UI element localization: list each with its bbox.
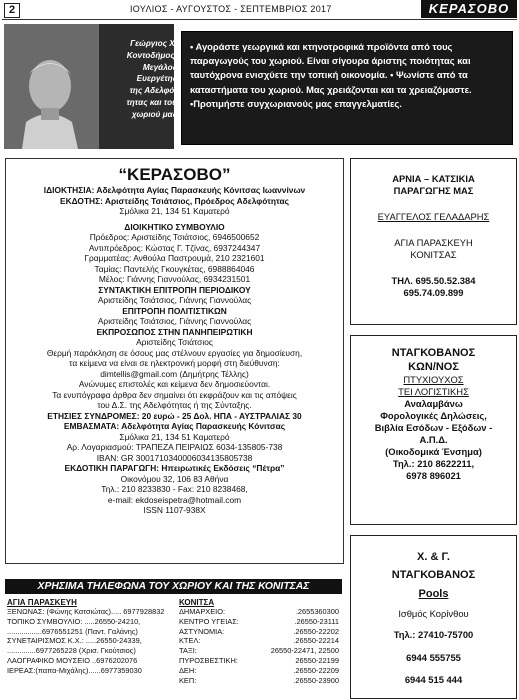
- accountant-surname: ΝΤΑΓΚΟΒΑΝΟΣ: [391, 347, 476, 359]
- accountant-service-3: Α.Π.Δ.: [419, 434, 448, 445]
- editorial-line: Αριστείδης Τσιάτσιος: [136, 337, 213, 347]
- phone-line: ΞΕΝΩΝΑΣ: (Φώνης Κατσιώτας)..... 6977928832: [7, 607, 165, 616]
- editorial-line: ΕΚΔΟΤΗΣ: Αριστείδης Τσιάτσιος, Πρόεδρος Αδελφότητας: [60, 195, 289, 206]
- phone-row: ΔΕΗ: .26550-22209: [179, 665, 339, 675]
- accountant-box: [350, 335, 517, 525]
- village-phones-heading: ΑΓΙΑ ΠΑΡΑΣΚΕΥΗ: [7, 598, 77, 607]
- editorial-line: Αριστείδης Τσιάτσιος, Γιάννης Γιαννούλας: [97, 316, 252, 326]
- accountant-school: ΤΕΙ ΛΟΓΙΣΤΙΚΗΣ: [398, 386, 469, 397]
- newspaper-title: “ΚΕΡΑΣΟΒΟ”: [118, 165, 231, 184]
- accountant-service-4: (Οικοδομικά Ένσημα): [385, 446, 482, 457]
- editorial-line: e-mail: ekdoseispetra@hotmail.com: [107, 494, 242, 505]
- masthead-title: ΚΕΡΑΣΟΒΟ: [421, 0, 517, 18]
- editorial-line: τα κείμενα να είναι σε ηλεκτρονική μορφή στη διεύθυνση:: [69, 358, 280, 368]
- editorial-line: ISSN 1107-938X: [143, 505, 206, 515]
- editorial-line: ΔΙΟΙΚΗΤΙΚΟ ΣΥΜΒΟΥΛΙΟ: [124, 221, 225, 232]
- phone-row: ΤΑΞΙ: 26550-22471, 22500: [179, 646, 339, 656]
- issue-date: ΙΟΥΛΙΟΣ - ΑΥΓΟΥΣΤΟΣ - ΣΕΠΤΕΜΒΡΙΟΣ 2017: [130, 4, 332, 14]
- phone-line: ΛΑΟΓΡΑΦΙΚΟ ΜΟΥΣΕΙΟ ..6976202076: [7, 655, 138, 665]
- phone-row: ΚΤΕΛ: .26550-22214: [179, 636, 339, 646]
- accountant-service-2: Βιβλία Εσόδων - Εξόδων -: [374, 422, 493, 433]
- editorial-line: ΕΠΙΤΡΟΠΗ ΠΟΛΙΤΙΣΤΙΚΩΝ: [122, 305, 227, 316]
- editorial-line: Σμόλικα 21, 134 51 Καματερό: [119, 431, 230, 442]
- phone-row: ΚΕΠ: .26550-23900: [179, 675, 339, 685]
- konitsa-phones: [179, 598, 341, 685]
- phone-row: ΚΕΝΤΡΟ ΥΓΕΙΑΣ: .26550-23111: [179, 616, 339, 626]
- editorial-line: Αντιπρόεδρος: Κώστας Γ. Τζίνας, 6937244347: [88, 242, 261, 253]
- editorial-line: dimtellis@gmail.com (Δημήτρης Τέλλης): [100, 368, 249, 379]
- phone-line: ΤΟΠΙΚΟ ΣΥΜΒΟΥΛΙΟ: .....26550-24210,: [7, 616, 141, 626]
- phone-row: ΑΣΤΥΝΟΜΙΑ: .26550-22202: [179, 626, 339, 636]
- editorial-line: ΕΜΒΑΣΜΑΤΑ: Αδελφότητα Αγίας Παρασκευής Κόνιτσας: [63, 421, 286, 431]
- header-rule: [2, 19, 517, 20]
- lamb-region: ΚΟΝΙΤΣΑΣ: [410, 249, 457, 260]
- phone-line: ..............6977265228 (Χρισ. Γκούτσιος): [7, 646, 136, 656]
- editorial-line: Ανώνυμες επιστολές και κείμενα δεν δημοσιεύονται.: [78, 379, 271, 389]
- editorial-line: του Δ.Σ. της Αδελφότητας ή της Σύνταξης.: [97, 400, 252, 410]
- editorial-line: Γραμματέας: Ανθούλα Παστρουμά, 210 2321601: [84, 253, 265, 263]
- pools-surname: ΝΤΑΓΚΟΒΑΝΟΣ: [391, 569, 476, 581]
- accountant-degree: ΠΤΥΧΙΟΥΧΟΣ: [403, 374, 464, 385]
- editorial-lines: [6, 185, 343, 516]
- phone-line: ΙΕΡΕΑΣ:(παπα-Μιχάλης)......6977359030: [7, 665, 142, 675]
- editorial-line: Πρόεδρος: Αριστείδης Τσιάτσιος, 6946500652: [89, 232, 260, 242]
- editorial-line: ΕΚΠΡΟΣΩΠΟΣ ΣΤΗΝ ΠΑΝΗΠΕΙΡΩΤΙΚΗ: [96, 326, 253, 337]
- konitsa-phones-heading: ΚΟΝΙΤΣΑ: [179, 598, 215, 607]
- pools-brand: Pools: [418, 588, 449, 600]
- page-number: 2: [4, 3, 20, 18]
- buy-local-advert: [181, 31, 513, 145]
- village-phones: [7, 598, 177, 676]
- lamb-producer-box: [350, 158, 517, 325]
- editorial-line: ΕΤΗΣΙΕΣ ΣΥΝΔΡΟΜΕΣ: 20 ευρώ - 25 Δολ. ΗΠΑ - ΑΥΣΤΡΑΛΙΑΣ 30: [47, 410, 302, 421]
- editorial-line: Τηλ.: 210 8233830 - Fax: 210 8238468,: [101, 484, 248, 494]
- editorial-line: ΕΚΔΟΤΙΚΗ ΠΑΡΑΓΩΓΗ: Ηπειρωτικές Εκδόσεις “Πέτρα”: [64, 463, 285, 473]
- pools-initials: Χ. & Γ.: [417, 551, 450, 563]
- lamb-producer-name: ΕΥΑΓΓΕΛΟΣ ΓΕΛΑΔΑΡΗΣ: [377, 211, 490, 222]
- lamb-phone-2: 695.74.09.899: [403, 287, 464, 298]
- editorial-line: Σμόλικα 21, 134 51 Καματερό: [119, 206, 230, 216]
- advert-text: • Αγοράστε γεωργικά και κτηνοτροφικά προϊόντα από τους παραγωγούς του χωριού. Είναι σίγουρα άριστης ποιότητας και ταυτόχρονα ενισχύετε την τοπική οικονομία. • Ψωνίστε από τα καταστήματα του χωριού. Μας χρειάζονται και τα χρειαζόμαστε. •Προτιμήστε συγχωριανούς μας επαγγελματίες.: [190, 41, 472, 109]
- editorial-line: Μέλος: Γιάννης Γιαννούλας, 6934231501: [98, 274, 251, 284]
- lamb-phone-1: ΤΗΛ. 695.50.52.384: [391, 275, 476, 286]
- editorial-line: Ταμίας: Παντελής Γκουγκέτας, 6988864046: [94, 263, 255, 274]
- editorial-line: Αρ. Λογαριασμού: ΤΡΑΠΕΖΑ ΠΕΙΡΑΙΩΣ 6034-135805-738: [66, 442, 283, 452]
- phone-row: ΠΥΡΟΣΒΕΣΤΙΚΗ: 26550-22199: [179, 655, 339, 665]
- accountant-phone-2: 6978 896021: [406, 470, 461, 481]
- konitsa-phones-list: [179, 607, 341, 685]
- pools-phone-mobile-2: 6944 515 444: [404, 674, 463, 685]
- useful-phones-banner: ΧΡΗΣΙΜΑ ΤΗΛΕΦΩΝΑ ΤΟΥ ΧΩΡΙΟΥ ΚΑΙ ΤΗΣ ΚΟΝΙΤΣΑΣ: [5, 579, 342, 594]
- accountant-phone-1: Τηλ.: 210 8622211,: [392, 458, 475, 469]
- lamb-subtitle: ΠΑΡΑΓΩΓΗΣ ΜΑΣ: [393, 185, 474, 196]
- pools-location: Ισθμός Κορίνθου: [398, 608, 469, 619]
- editorial-line: Οικονόμου 32, 106 83 Αθήνα: [120, 473, 229, 484]
- phone-line: .................6976551251 (Παντ. Γαλάνης): [7, 626, 138, 636]
- editorial-line: ΣΥΝΤΑΚΤΙΚΗ ΕΠΙΤΡΟΠΗ ΠΕΡΙΟΔΙΚΟΥ: [98, 284, 251, 295]
- phone-line: ΣΥΝΕΤΑΙΡΙΣΜΟΣ Κ.Χ.: .....26550-24339,: [7, 636, 142, 646]
- editorial-line: Θερμή παράκληση σε όσους μας στέλνουν εργασίες για δημοσίευση,: [46, 347, 303, 358]
- accountant-services-head: Αναλαμβάνω: [404, 398, 463, 409]
- editorial-line: Αριστείδης Τσιάτσιος, Γιάννης Γιαννούλας: [97, 295, 252, 305]
- village-phones-list: [7, 607, 177, 676]
- lamb-village: ΑΓΙΑ ΠΑΡΑΣΚΕΥΗ: [394, 237, 473, 248]
- phone-row: ΔΗΜΑΡΧΕΙΟ: .2655360300: [179, 607, 339, 616]
- editorial-line: Τα ενυπόγραφα άρθρα δεν σημαίνει ότι εκφράζουν και τις απόψεις: [52, 389, 297, 400]
- pools-phone-landline: Τηλ.: 27410-75700: [393, 629, 474, 640]
- pools-phone-mobile-1: 6944 555755: [406, 652, 461, 663]
- lamb-title: ΑΡΝΙΑ – ΚΑΤΣΙΚΙΑ: [392, 173, 475, 184]
- editorial-line: IBAN: GR 3001710340006034135805738: [96, 452, 253, 463]
- accountant-service-1: Φορολογικές Δηλώσεις,: [380, 410, 487, 421]
- editorial-line: ΙΔΙΟΚΤΗΣΙΑ: Αδελφότητα Αγίας Παρασκευής Κόνιτσας Ιωαννίνων: [43, 185, 306, 195]
- pools-box: [350, 535, 517, 699]
- portrait-caption: Γεώργιος Χ. Κοντοδήμος, Μεγάλος Ευεργέτης της Αδελφό- τητας και του χωριού μας: [126, 39, 177, 119]
- editorial-box: [5, 158, 344, 564]
- accountant-firstname: ΚΩΝ/ΝΟΣ: [408, 361, 459, 373]
